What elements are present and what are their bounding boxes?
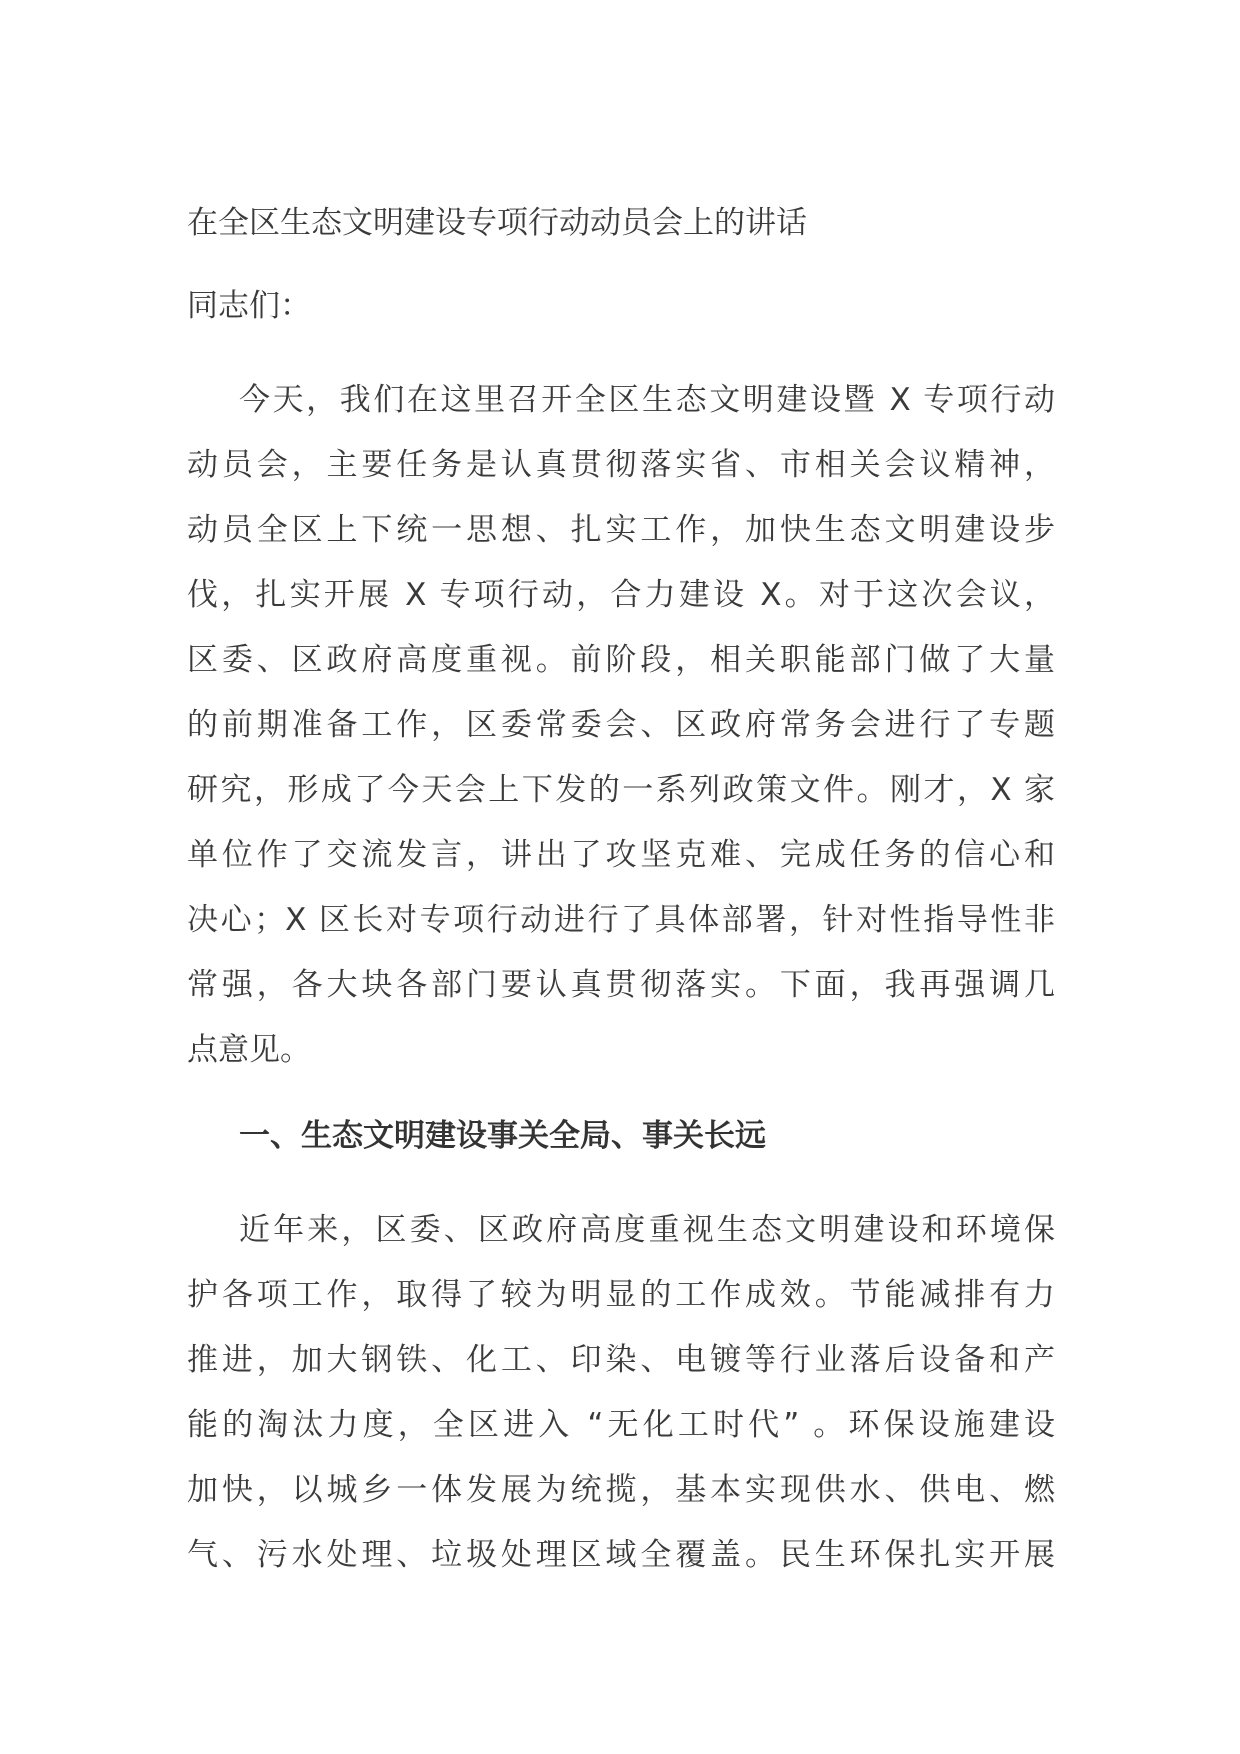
paragraph-line: 研究，形成了今天会上下发的一系列政策文件。刚才，X 家	[187, 772, 1055, 808]
paragraph-line: 今天，我们在这里召开全区生态文明建设暨 X 专项行动	[239, 382, 1055, 418]
document-title: 在全区生态文明建设专项行动动员会上的讲话	[187, 205, 807, 241]
paragraph-line: 区委、区政府高度重视。前阶段，相关职能部门做了大量	[187, 642, 1055, 678]
paragraph-line: 动员会，主要任务是认真贯彻落实省、市相关会议精神，	[187, 447, 1055, 483]
paragraph-line: 常强，各大块各部门要认真贯彻落实。下面，我再强调几	[187, 967, 1055, 1003]
paragraph-line: 伐，扎实开展 X 专项行动，合力建设 X。对于这次会议，	[187, 577, 1055, 613]
salutation: 同志们：	[187, 288, 311, 324]
paragraph-line: 推进，加大钢铁、化工、印染、电镀等行业落后设备和产	[187, 1342, 1055, 1378]
section-paragraph	[187, 1198, 1055, 1588]
intro-paragraph	[187, 368, 1055, 1083]
paragraph-line: 动员全区上下统一思想、扎实工作，加快生态文明建设步	[187, 512, 1055, 548]
section-heading: 一、生态文明建设事关全局、事关长远	[239, 1118, 766, 1154]
paragraph-line: 气、污水处理、垃圾处理区域全覆盖。民生环保扎实开展	[187, 1537, 1055, 1573]
paragraph-line: 单位作了交流发言，讲出了攻坚克难、完成任务的信心和	[187, 837, 1055, 873]
paragraph-line: 加快，以城乡一体发展为统揽，基本实现供水、供电、燃	[187, 1472, 1055, 1508]
paragraph-line: 的前期准备工作，区委常委会、区政府常务会进行了专题	[187, 707, 1055, 743]
paragraph-line: 能的淘汰力度，全区进入 “无化工时代” 。环保设施建设	[187, 1407, 1055, 1443]
paragraph-line: 近年来，区委、区政府高度重视生态文明建设和环境保	[239, 1212, 1055, 1248]
paragraph-line: 护各项工作，取得了较为明显的工作成效。节能减排有力	[187, 1277, 1055, 1313]
paragraph-line: 决心；X 区长对专项行动进行了具体部署，针对性指导性非	[187, 902, 1055, 938]
paragraph-line: 点意见。	[187, 1032, 311, 1068]
